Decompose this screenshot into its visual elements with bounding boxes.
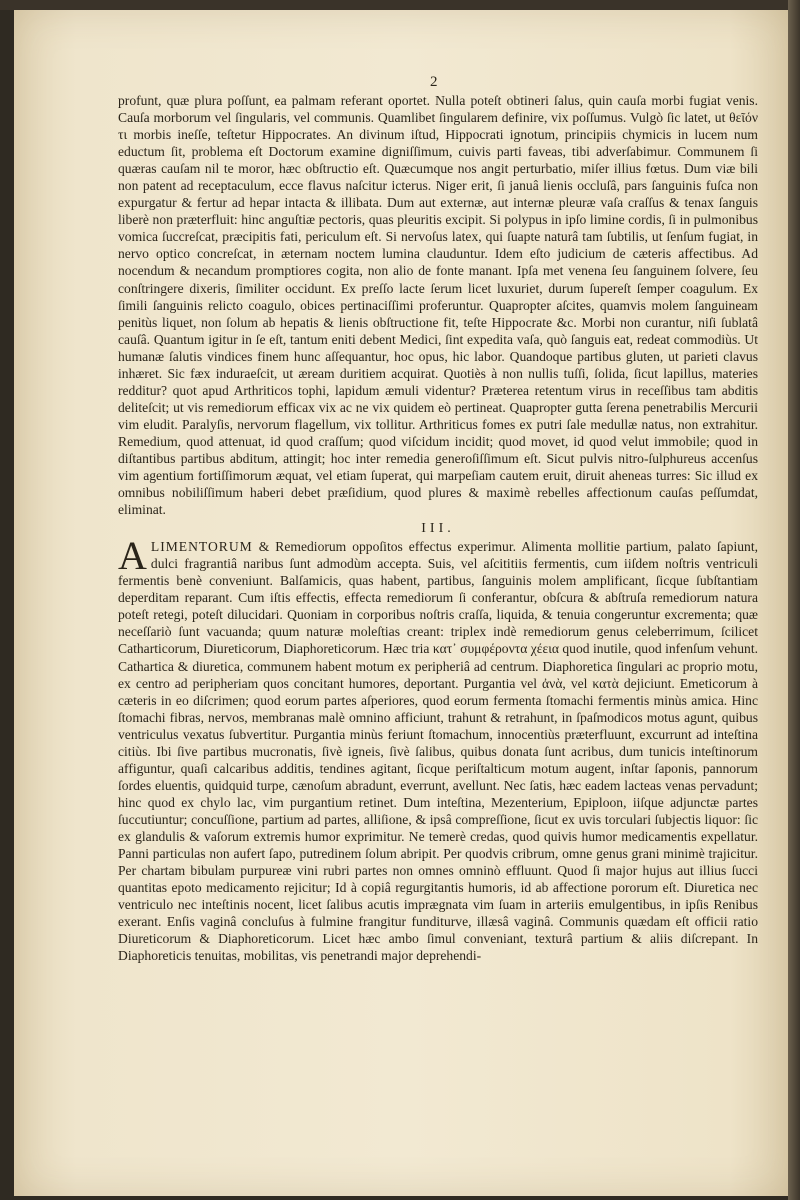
paragraph-2-lead: LIMENTORUM <box>150 539 253 555</box>
page-number: 2 <box>430 74 438 90</box>
section-heading: III. <box>421 521 455 537</box>
book-binding-edge <box>788 0 800 1200</box>
paragraph-2-text: & Remediorum oppoſitos effectus experimur. Alimenta mollitie partium, palato ſapiunt, dulci fragrantiâ naribus ſunt admodùm accepta. Suis, vel aſcititiis fermentis, cum iiſdem noſtris ventriculi fermentis benè conveniunt. Balſamicis, quas habent, partibus, ſanguinis molem amplificant, ſicque ſubſtantiam deperditam reparant. Cum iſtis effectis, effecta remediorum ſi conferantur, obſcura & abſtruſa remediorum natura poteſt retegi, poteſt dilucidari. Quoniam in corporibus noſtris craſſa, liquida, & tenuia congeruntur excrementa; quæ neceſſariò ſunt vacuanda; quum naturæ moleſtias creant: triplex indè remediorum genus celeberrimum, ſcilicet Catharticorum, Diureticorum, Diaphoreticorum. Hæc tria κατ᾽ συμφέροντα χέεια quod inutile, quod infenſum vehunt. Cathartica & diuretica, communem habent motum ex peripheriâ ad centrum. Diaphoretica ſingulari ac proprio motu, ex centro ad peripheriam quos concitant humores, deportant. Purgantia vel ἀνὰ, vel κατὰ dejiciunt. Emeticorum à cæteris in eo diſcrimen; quod eorum partes aſperiores, quod eorum fermenta ſtomachi fermentis minùs amica. Hinc ſtomachi fibras, nervos, membranas malè omnino afficiunt, trahunt & retrahunt, in ſpaſmodicos motus agunt, quibus ventriculus vexatus ſubvertitur. Purgantia minùs feriunt ſtomachum, innocentiùs præterfluunt, excurrunt ad inteſtina citiùs. Ibi ſive partibus mucronatis, ſivè igneis, ſivè ſalibus, quibus donata ſunt acribus, dum tunicis inteſtinorum affiguntur, quaſi calcaribus additis, tendines agitant, ſicque periſtalticum motum augent, inſtar ſaponis, pannorum ſordes eluentis, quidquid turpe, cænoſum abradunt, everrunt, avellunt. Nec ſatis, hæc eadem lacteas venas pervadunt; hinc quod ex chylo lac, vim purgantium retinet. Dum inteſtina, Mezenterium, Epiploon, iiſque adjunctæ partes ſuccutiuntur; concuſſione, partium ad partes, alliſione, & ipsâ compreſſione, ſicut ex uvis torculari ſubjectis liquor: ſic ex glandulis & vaſorum extremis humor exprimitur. Ne temerè credas, quod quivis humor medicamentis expellatur. Panni particulas non aufert ſapo, putredinem ſolum abripit. Per quodvis cribrum, omne genus grani minimè trajicitur. Per chartam bibulam purpureæ vini rubri partes non omnes omninò effluunt. Quod ſi major hujus aut illius ſucci quantitas epoto medicamento rejicitur; Id à copiâ regurgitantis humoris, id ab affectione pororum eſt. Diuretica nec ventriculo nec inteſtinis nocent, licet ſalibus acutis imprægnata vim ſuam in arteriis emulgentibus, in ipſis Renibus exerant. Enſis vaginâ concluſus à fulmine frangitur funditurve, illæsâ vaginâ. Communis quædam eſt officii ratio Diureticorum & Diaphoreticorum. Licet hæc ambo ſimul conveniant, texturâ partium & aliis diſcrepant. In Diaphoreticis tenuitas, mobilitas, vis penetrandi major deprehendi- <box>118 539 758 964</box>
drop-cap: A <box>118 533 147 579</box>
page-body <box>118 92 758 964</box>
scan-top-edge <box>0 0 800 10</box>
paragraph-2 <box>118 533 758 964</box>
paragraph-1: profunt, quæ plura poſſunt, ea palmam referant oportet. Nulla poteſt obtineri ſalus, quin cauſa morbi fugiat venis. Cauſa morborum vel ſingularis, vel communis. Quamlibet ſingularem definire, vix poſſumus. Vulgò ſic latet, ut θεῖόν τι morbis ineſſe, teſtetur Hippocrates. An divinum iſtud, Hippocrati ignotum, principiis chymicis in lucem num eductum ſit, problema eſt Doctorum examine digniſſimum, cuivis parti faveas, tibi adverſabimur. Communem ſi quæras cauſam nil te moror, hæc obſtructio eſt. Quæcumque nos angit perturbatio, miſer illius fœtus. Dum viæ bili non patent ad receptaculum, ecce flavus naſcitur icterus. Niger erit, ſi januâ lienis occluſâ, pars ſanguinis fuſca non expurgatur & fertur ad hepar intacta & illibata. Dum aut externæ, aut internæ pleuræ vaſa craſſus & tenax ſanguis liberè non præterfluit: hinc anguſtiæ pectoris, quas pleuritis excipit. Si polypus in ipſo limine cordis, ſi in pulmonibus vomica ſuccreſcat, præcipitis fati, periculum eſt. Si nervoſus latex, qui ſuapte naturâ tam ſubtilis, ut ſenſum fugiat, in nervo optico concreſcat, in æternam noctem lumina clauduntur. Idem eſto judicium de cæteris affectibus. Ad nocendum & necandum promptiores cogita, non alio de fonte manant. Ipſa met venena ſeu ſanguinem ſolvere, ſeu conſtringere dixeris, ſimiliter occidunt. Ex preſſo lacte ſerum licet luxuriet, durum ſupereſt ſemper coagulum. Ex ſimili ſanguinis relicto coagulo, obices pertinaciſſimi proferuntur. Quapropter aſcites, quamvis molem ſanguineam penitùs liquet, non ſolum ab hepatis & lienis obſtructione fit, teſte Hippocrate &c. Morbi non curantur, niſi ſublatâ cauſâ. Quantum igitur in ſe eſt, tantum eniti debent Medici, ſint expedita vaſa, quò ſanguis eat, redeat commodiùs. Ut humanæ ſalutis vindices finem hunc aſſequantur, hoc opus, hic labor. Quandoque partibus gluten, ut parieti clavus inhæret. Sic fæx induraeſcit, ut æream duritiem acquirat. Quotiès à non nullis tuſſi, ſolida, ſicut lapillus, materies redditur? quot apud Arthriticos tophi, lapidum æmuli videntur? Præterea retentum virus in receſſibus tam abditis deliteſcit; ut vis remediorum efficax vix ac ne vix quidem eò pertineat. Quapropter gutta ſerena penetrabilis Mercurii vim eludit. Paralyſis, nervorum flagellum, vix tollitur. Arthriticus fomes ex putri ſale medullæ natus, non extrahitur. Remedium, quod attenuat, id quod craſſum; quod viſcidum incidit; quod movet, id quod velut immobile; quod in diſtantibus partibus abditum, attingit; hoc inter remedia generoſiſſimum eſt. Sicut pulvis nitro-ſulphureus accenſus vim agentium fortiſſimorum æquat, vel etiam ſuperat, qui marpeſiam cautem eruit, diruit aheneas turres: Sic illud ex omnibus nobiliſſimum haberi debet præſidium, quod plures & maximè rebelles affectionum cauſas peſſumdat, eliminat. <box>118 93 758 518</box>
